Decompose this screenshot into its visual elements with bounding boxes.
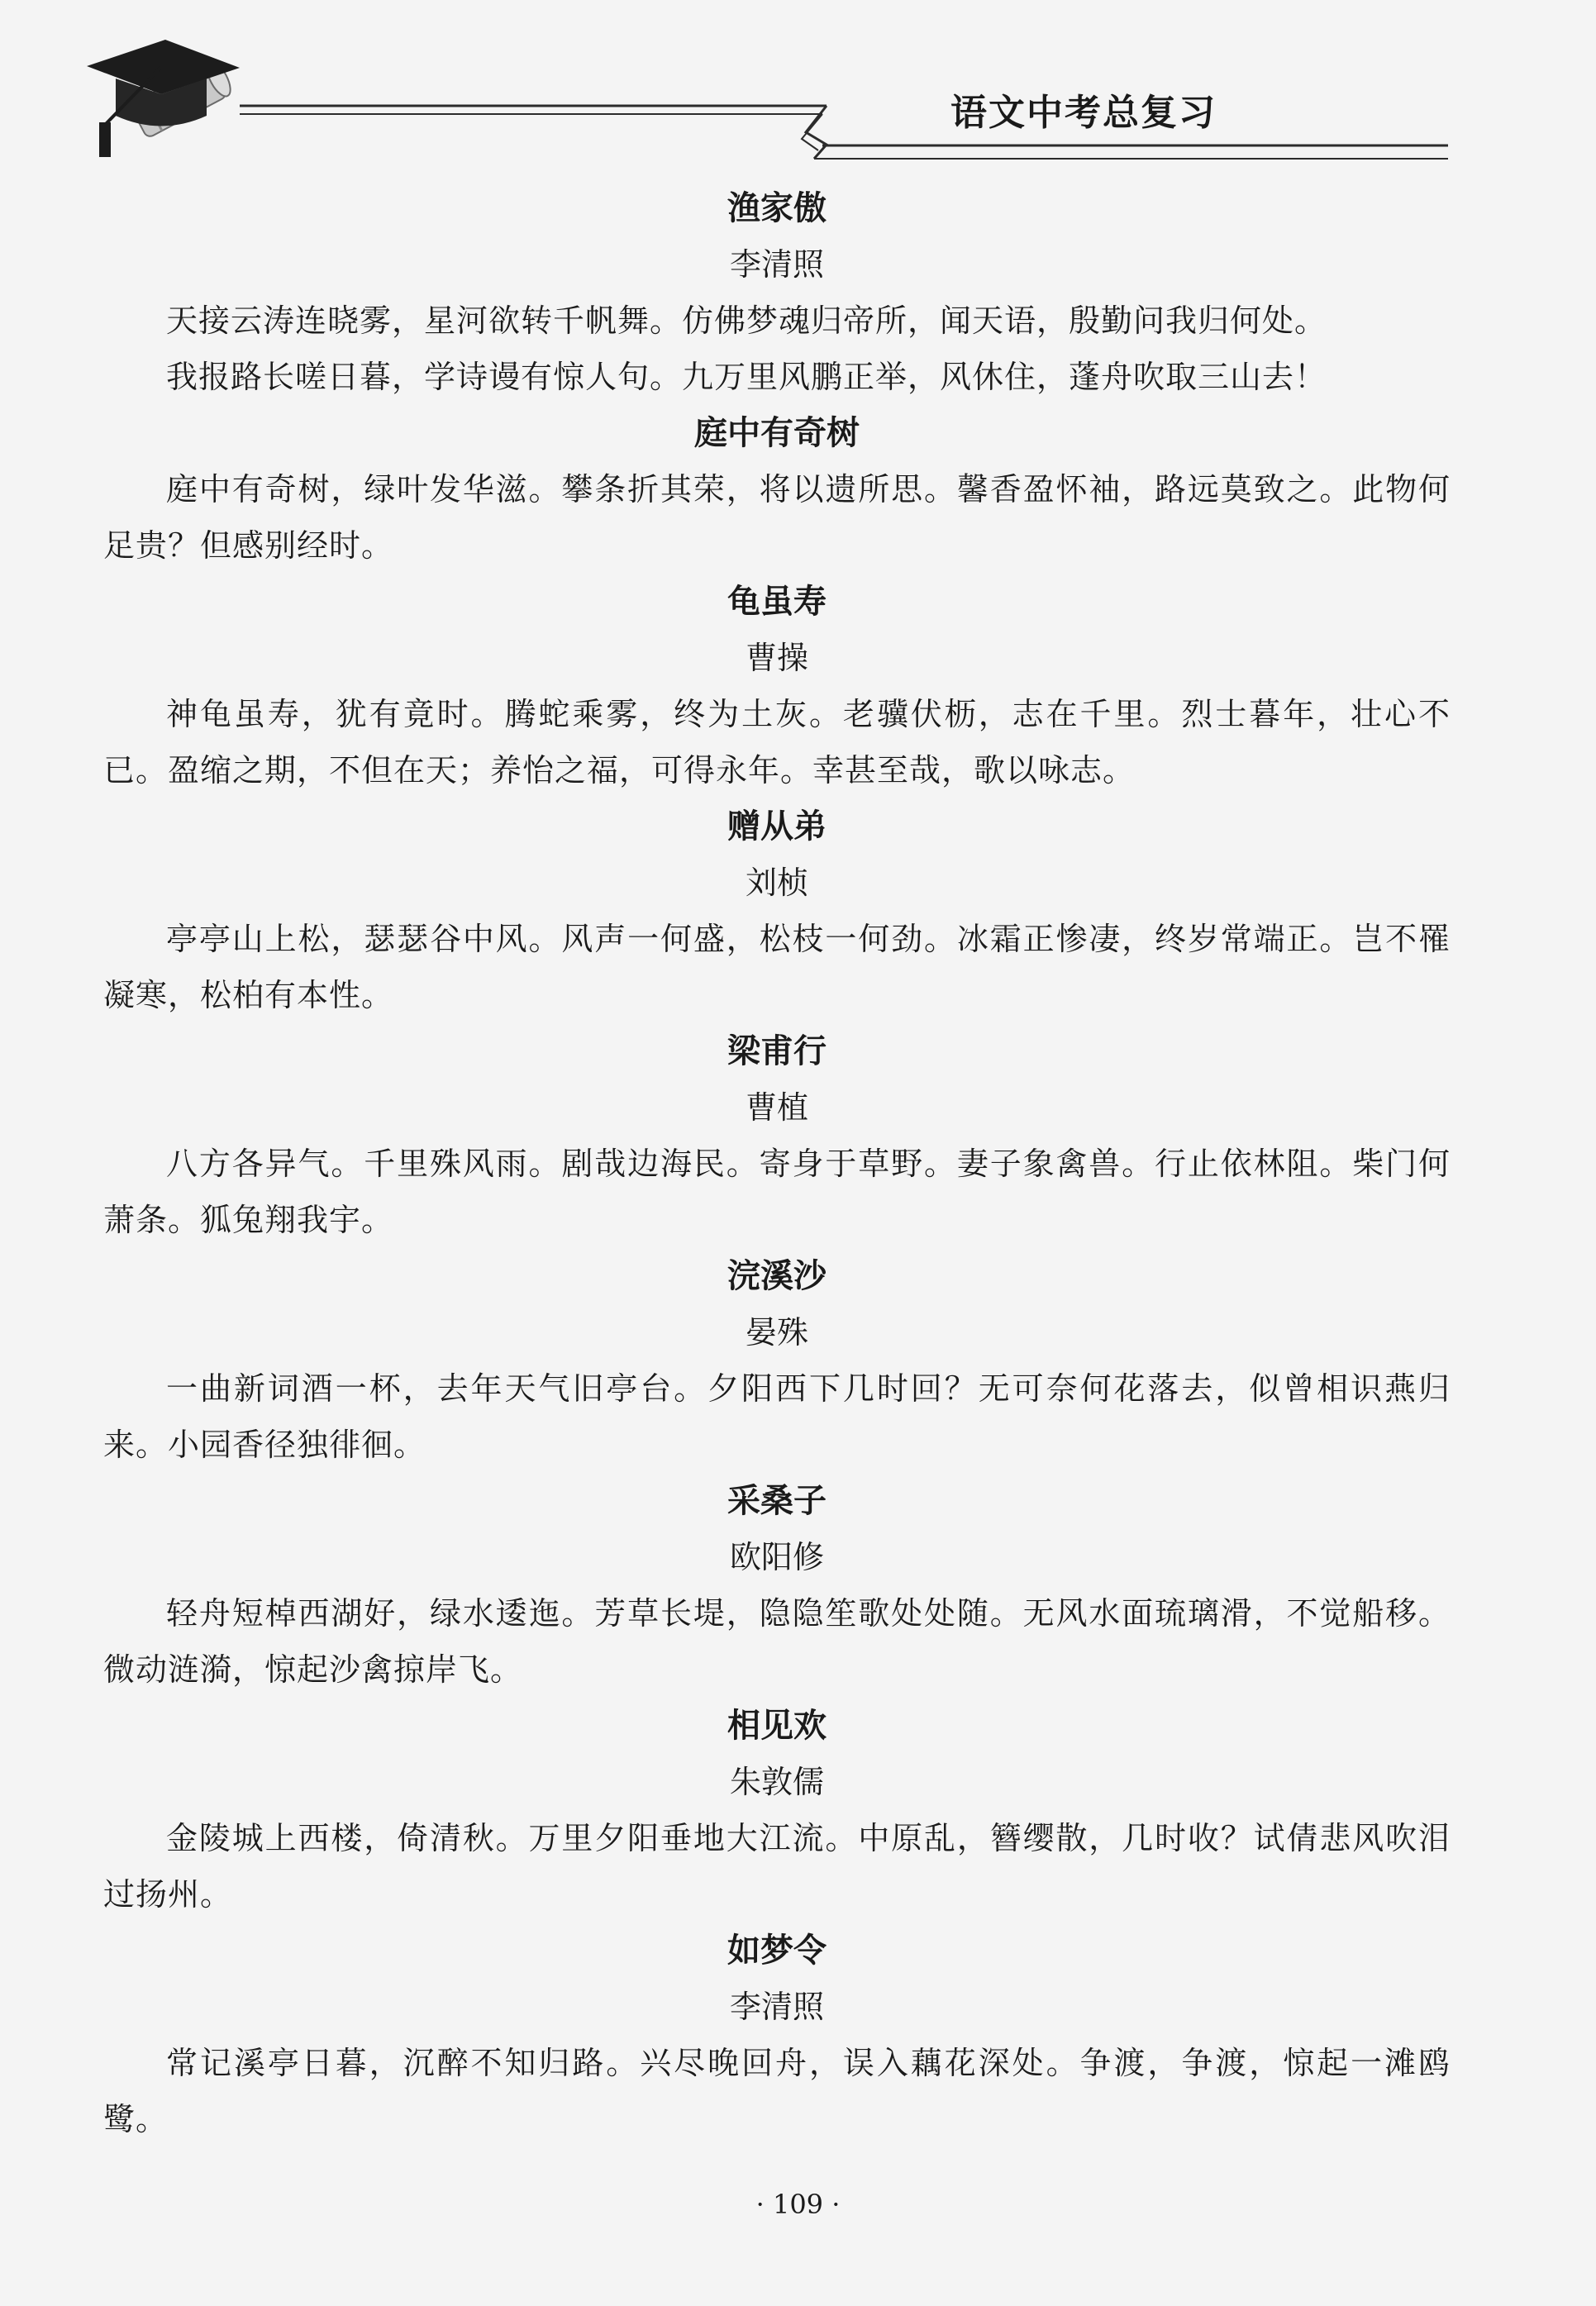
poem-text: 一曲新词酒一杯，去年天气旧亭台。夕阳西下几时回？无可奈何花落去，似曾相识燕归来。小园香径独徘徊。 bbox=[103, 1370, 1451, 1463]
poem bbox=[103, 1473, 1451, 1698]
poem-title: 渔家傲 bbox=[727, 189, 827, 227]
header-decoration bbox=[0, 0, 1596, 182]
poem bbox=[103, 180, 1451, 405]
poem bbox=[103, 1698, 1451, 1922]
graduation-cap-diploma-icon bbox=[87, 40, 240, 157]
poem-author: 曹操 bbox=[745, 640, 808, 676]
poem-text: 庭中有奇树，绿叶发华滋。攀条折其荣，将以遗所思。馨香盈怀袖，路远莫致之。此物何足贵？但感别经时。 bbox=[103, 471, 1451, 564]
poem bbox=[103, 574, 1451, 798]
poem-text: 天接云涛连晓雾，星河欲转千帆舞。仿佛梦魂归帝所，闻天语，殷勤问我归何处。 bbox=[166, 303, 1327, 339]
poem-text: 金陵城上西楼，倚清秋。万里夕阳垂地大江流。中原乱，簪缨散，几时收？试倩悲风吹泪过扬州。 bbox=[103, 1820, 1451, 1913]
poem bbox=[103, 1248, 1451, 1473]
page-header bbox=[0, 0, 1596, 182]
poem-author: 晏殊 bbox=[745, 1314, 808, 1351]
poem-title: 浣溪沙 bbox=[727, 1257, 827, 1295]
poem bbox=[103, 1922, 1451, 2147]
poem bbox=[103, 798, 1451, 1023]
poem-title: 梁甫行 bbox=[727, 1032, 827, 1070]
poem bbox=[103, 1023, 1451, 1248]
poem-title: 如梦令 bbox=[727, 1932, 827, 1970]
poem-author: 曹植 bbox=[745, 1089, 808, 1126]
poem-text: 我报路长嗟日暮，学诗谩有惊人句。九万里风鹏正举，风休住，蓬舟吹取三山去！ bbox=[166, 359, 1327, 395]
poem-title: 采桑子 bbox=[727, 1482, 827, 1520]
poem-author: 欧阳修 bbox=[729, 1539, 824, 1575]
poem-title: 庭中有奇树 bbox=[694, 414, 860, 452]
poem-text: 常记溪亭日暮，沉醉不知归路。兴尽晚回舟，误入藕花深处。争渡，争渡，惊起一滩鸥鹭。 bbox=[103, 2045, 1451, 2137]
poem-list bbox=[103, 180, 1451, 2147]
poem-text: 神龟虽寿，犹有竟时。腾蛇乘雾，终为土灰。老骥伏枥，志在千里。烈士暮年，壮心不已。盈缩之期，不但在天；养怡之福，可得永年。幸甚至哉，歌以咏志。 bbox=[103, 696, 1451, 789]
page-number: · 109 · bbox=[755, 2189, 841, 2220]
poem-author: 李清照 bbox=[729, 1989, 824, 2025]
poem-title: 龟虽寿 bbox=[727, 583, 827, 621]
poem-author: 朱敦儒 bbox=[729, 1764, 824, 1800]
poem-text: 八方各异气。千里殊风雨。剧哉边海民。寄身于草野。妻子象禽兽。行止依林阻。柴门何萧条。狐兔翔我宇。 bbox=[103, 1146, 1451, 1238]
header-title: 语文中考总复习 bbox=[950, 92, 1217, 134]
poem-author: 刘桢 bbox=[745, 865, 808, 901]
poem-title: 相见欢 bbox=[727, 1707, 827, 1745]
poem-title: 赠从弟 bbox=[727, 808, 827, 846]
poem bbox=[103, 405, 1451, 574]
poem-author: 李清照 bbox=[729, 246, 824, 283]
poem-text: 轻舟短棹西湖好，绿水逶迤。芳草长堤，隐隐笙歌处处随。无风水面琉璃滑，不觉船移。微动涟漪，惊起沙禽掠岸飞。 bbox=[103, 1595, 1451, 1688]
poem-text: 亭亭山上松，瑟瑟谷中风。风声一何盛，松枝一何劲。冰霜正惨凄，终岁常端正。岂不罹凝寒，松柏有本性。 bbox=[103, 921, 1451, 1013]
